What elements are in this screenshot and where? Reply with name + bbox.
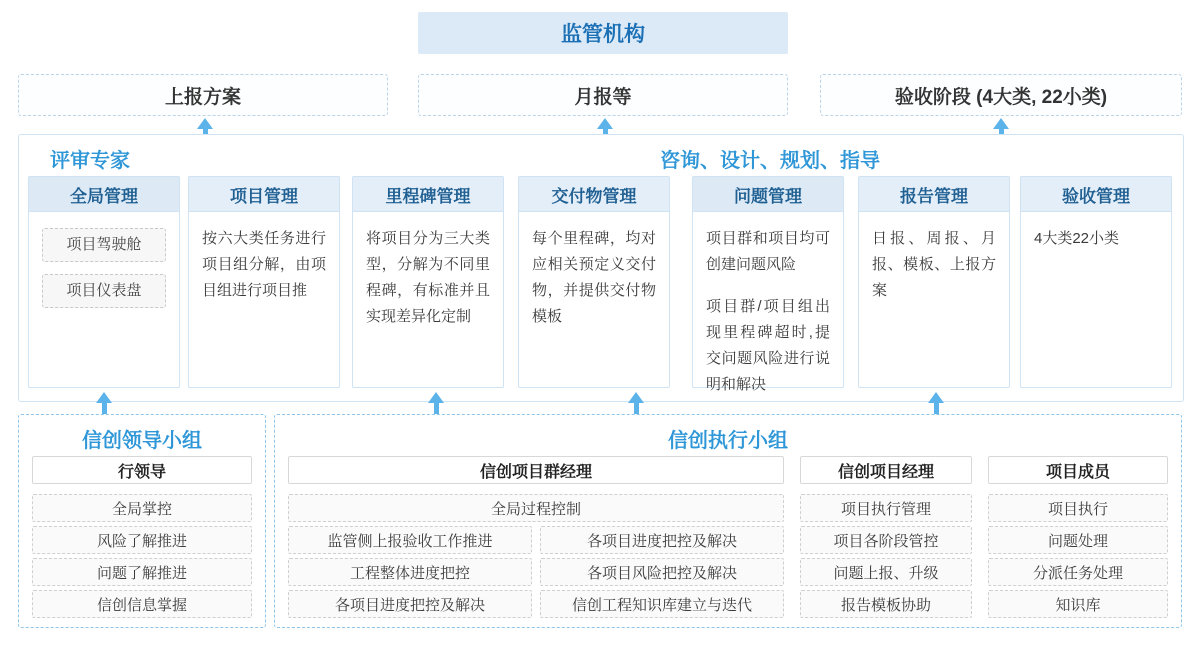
project-member-item-1: 问题处理 <box>988 526 1168 554</box>
column-report-management <box>858 176 1010 388</box>
leadership-group-title: 信创领导小组 <box>82 430 202 452</box>
program-manager-row-2-left: 工程整体进度把控 <box>288 558 532 586</box>
project-manager-item-1: 项目各阶段管控 <box>800 526 972 554</box>
project-member-item-0: 项目执行 <box>988 494 1168 522</box>
column-issue-management-text-2: 项目群/项目组出现里程碑超时,提交问题风险进行说明和解决 <box>706 298 830 393</box>
program-manager-header: 信创项目群经理 <box>288 456 784 484</box>
project-member-header: 项目成员 <box>988 456 1168 484</box>
consulting-label: 咨询、设计、规划、指导 <box>660 150 880 172</box>
leadership-item-1: 风险了解推进 <box>32 526 252 554</box>
column-issue-management-text-1: 项目群和项目均可创建问题风险 <box>706 230 830 273</box>
column-milestone-management-title: 里程碑管理 <box>353 177 503 212</box>
column-acceptance-management-text: 4大类22小类 <box>1034 230 1120 247</box>
leadership-item-3: 信创信息掌握 <box>32 590 252 618</box>
project-manager-header: 信创项目经理 <box>800 456 972 484</box>
leadership-item-0: 全局掌控 <box>32 494 252 522</box>
top-item-1-label: 月报等 <box>574 86 632 108</box>
program-manager-row-1-left: 监管侧上报验收工作推进 <box>288 526 532 554</box>
program-manager-row-1-right: 各项目进度把控及解决 <box>540 526 784 554</box>
top-item-2 <box>820 74 1182 116</box>
project-manager-item-3: 报告模板协助 <box>800 590 972 618</box>
column-acceptance-management-title: 验收管理 <box>1021 177 1171 212</box>
column-project-management-text: 按六大类任务进行项目组分解，由项目组进行项目推 <box>202 230 326 299</box>
column-deliverable-management-text: 每个里程碑，均对应相关预定义交付物，并提供交付物模板 <box>532 230 656 325</box>
leadership-header: 行领导 <box>32 456 252 484</box>
program-manager-row-0: 全局过程控制 <box>288 494 784 522</box>
column-project-management <box>188 176 340 388</box>
pill-dashboard: 项目仪表盘 <box>42 274 166 308</box>
project-manager-item-2: 问题上报、升级 <box>800 558 972 586</box>
program-manager-row-3-left: 各项目进度把控及解决 <box>288 590 532 618</box>
regulator-box <box>418 12 788 54</box>
regulator-label: 监管机构 <box>561 23 645 46</box>
top-item-0-label: 上报方案 <box>164 86 241 108</box>
column-report-management-title: 报告管理 <box>859 177 1009 212</box>
column-acceptance-management <box>1020 176 1172 388</box>
column-project-management-title: 项目管理 <box>189 177 339 212</box>
program-manager-row-3-right: 信创工程知识库建立与迭代 <box>540 590 784 618</box>
execution-group-title: 信创执行小组 <box>668 430 788 452</box>
project-manager-item-0: 项目执行管理 <box>800 494 972 522</box>
column-milestone-management <box>352 176 504 388</box>
review-expert-label: 评审专家 <box>50 150 130 172</box>
project-member-item-3: 知识库 <box>988 590 1168 618</box>
column-issue-management <box>692 176 844 393</box>
top-item-2-label: 验收阶段 (4大类, 22小类) <box>894 86 1108 108</box>
pill-cockpit: 项目驾驶舱 <box>42 228 166 262</box>
project-member-item-2: 分派任务处理 <box>988 558 1168 586</box>
column-global-management <box>28 176 180 388</box>
column-global-management-title: 全局管理 <box>29 177 179 212</box>
column-deliverable-management <box>518 176 670 388</box>
program-manager-row-2-right: 各项目风险把控及解决 <box>540 558 784 586</box>
column-report-management-text: 日报、周报、月报、模板、上报方案 <box>872 230 996 299</box>
top-item-0 <box>18 74 388 116</box>
column-deliverable-management-title: 交付物管理 <box>519 177 669 212</box>
column-milestone-management-text: 将项目分为三大类型，分解为不同里程碑，有标准并且实现差异化定制 <box>366 230 490 325</box>
top-item-1 <box>418 74 788 116</box>
column-issue-management-title: 问题管理 <box>693 177 843 212</box>
leadership-item-2: 问题了解推进 <box>32 558 252 586</box>
